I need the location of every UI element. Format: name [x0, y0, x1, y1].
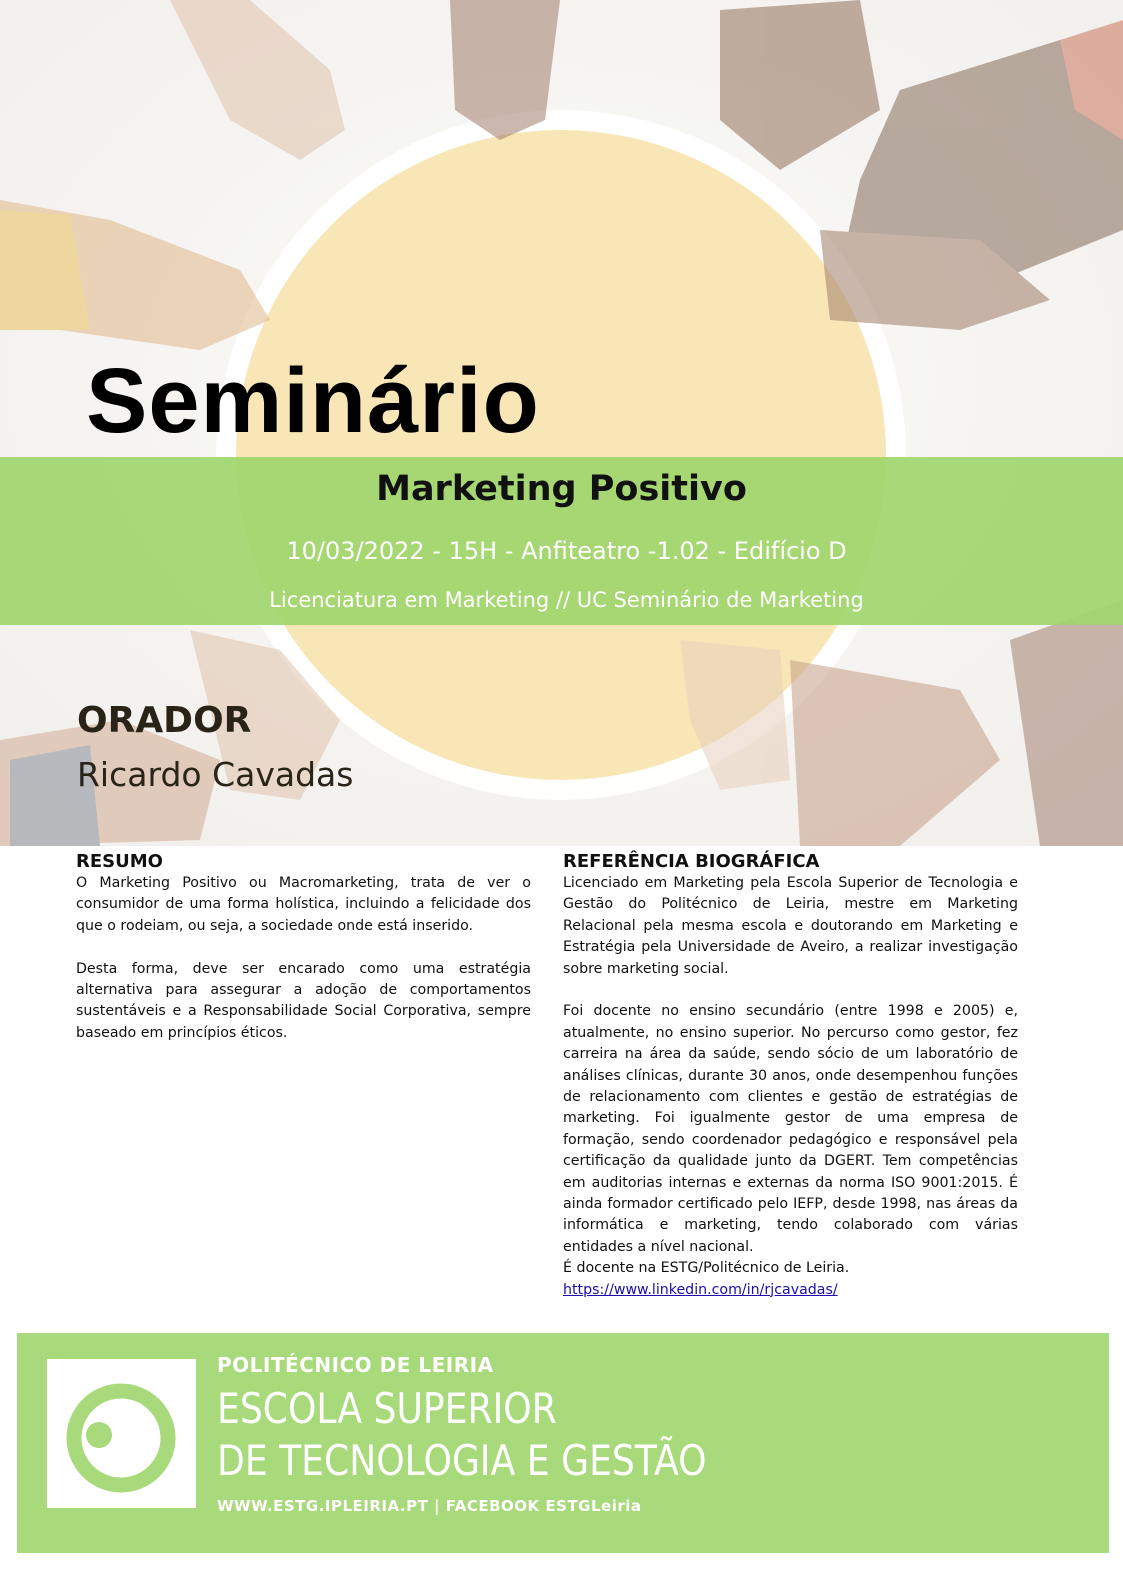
- speaker-heading: ORADOR: [77, 700, 252, 741]
- school-contacts: WWW.ESTG.IPLEIRIA.PT | FACEBOOK ESTGLeiria: [217, 1497, 642, 1515]
- estg-circle-logo-icon: [47, 1359, 196, 1508]
- event-banner: [0, 457, 1123, 625]
- bio-section: [563, 851, 1018, 1301]
- school-name-line2: DE TECNOLOGIA E GESTÃO: [217, 1436, 707, 1485]
- institution-footer: [17, 1333, 1109, 1553]
- summary-paragraph: O Marketing Positivo ou Macromarketing, trata de ver o consumidor de uma forma holística, incluindo a felicidade dos que o rodeiam, ou seja, a sociedade onde está inserido.: [76, 875, 531, 934]
- summary-paragraph: Desta forma, deve ser encarado como uma estratégia alternativa para assegurar a adoção de comportamentos sustentáveis e a Responsabilidade Social Corporativa, sempre baseado em princípios éticos.: [76, 960, 531, 1041]
- summary-heading: RESUMO: [76, 851, 163, 872]
- bio-paragraph: Foi docente no ensino secundário (entre 1998 e 2005) e, atualmente, no ensino superior. No percurso como gestor, fez carreira na área da saúde, sendo sócio de um laboratório de análises clínicas, durante 30 anos, onde desempenhou funções de relacionamento com clientes e gestão de estratégias de marketing. Foi igualmente gestor de uma empresa de formação, sendo coordenador pedagógico e responsável pela certificação da qualidade junto da DGERT. Tem competências em auditorias internas e externas da norma ISO 9001:2015. É ainda formador certificado pelo IEFP, desde 1998, nas áreas da informática e marketing, tendo colaborado com várias entidades a nível nacional.: [563, 1003, 1018, 1255]
- event-details: 10/03/2022 - 15H - Anfiteatro -1.02 - Edifício D: [286, 537, 847, 565]
- page-title: Seminário: [86, 350, 540, 452]
- estg-logo: [47, 1359, 196, 1508]
- linkedin-link[interactable]: https://www.linkedin.com/in/rjcavadas/: [563, 1281, 838, 1298]
- bio-paragraph: É docente na ESTG/Politécnico de Leiria.: [563, 1260, 850, 1277]
- bio-heading: REFERÊNCIA BIOGRÁFICA: [563, 851, 820, 872]
- seminar-topic: Marketing Positivo: [376, 469, 747, 509]
- speaker-name: Ricardo Cavadas: [77, 755, 354, 794]
- institution-name: [217, 1353, 786, 1515]
- bio-paragraph: Licenciado em Marketing pela Escola Superior de Tecnologia e Gestão do Politécnico de Leiria, mestre em Marketing Relacional pela mesma escola e doutorando em Marketing e Estratégia pela Universidade de Aveiro, a realizar investigação sobre marketing social.: [563, 875, 1018, 977]
- polytechnic-name: POLITÉCNICO DE LEIRIA: [217, 1353, 494, 1377]
- school-name-line1: ESCOLA SUPERIOR: [217, 1384, 557, 1433]
- summary-section: [76, 851, 531, 1044]
- course-info: Licenciatura em Marketing // UC Seminário de Marketing: [269, 588, 864, 612]
